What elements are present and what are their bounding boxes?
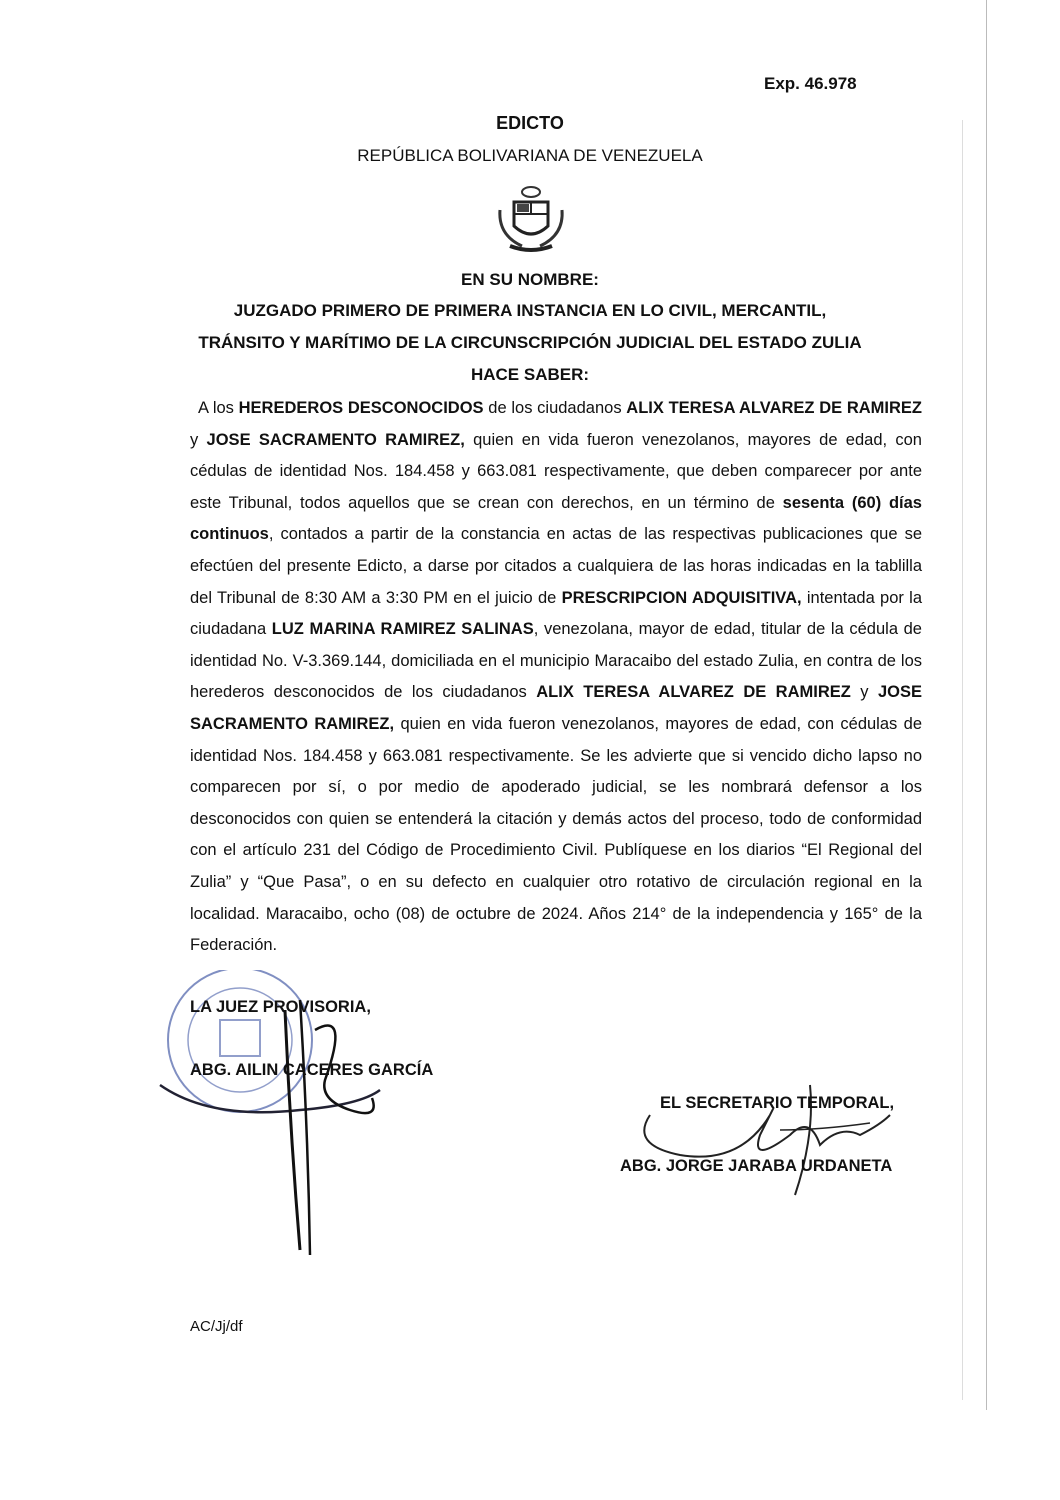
court-name-line-1: JUZGADO PRIMERO DE PRIMERA INSTANCIA EN LO CIVIL, MERCANTIL,	[233, 301, 827, 320]
edict-body	[190, 393, 922, 962]
body-text-segment: quien en vida fueron venezolanos, mayores de edad, con cédulas de identidad Nos. 184.458 y 663.081 respectivamente. Se les advierte que si vencido dicho lapso no comparecen por sí, o por medio de apoderado judicial, se les nombrará defensor a los desconocidos con quien se entenderá la citación y demás actos del proceso, todo de conformidad con el artículo 231 del Código de Procedimiento Civil. Publíquese en los diarios “El Regional del Zulia” y “Que Pasa”, o en su defecto en cualquier otro rotativo de circulación regional en la localidad. Maracaibo, ocho (08) de octubre de 2024. Años 214° de la independencia y 165° de la Federación.	[190, 714, 922, 955]
republic-heading: REPÚBLICA BOLIVARIANA DE VENEZUELA	[357, 146, 703, 165]
edict-paragraph	[190, 393, 922, 962]
body-text-segment: de los ciudadanos	[483, 399, 627, 417]
judge-name: ABG. AILIN CACERES GARCÍA	[190, 1061, 434, 1079]
body-text-segment: A los	[198, 399, 239, 417]
body-bold-segment: LUZ MARINA RAMIREZ SALINAS	[271, 620, 534, 639]
body-bold-segment: ALIX TERESA ALVAREZ DE RAMIREZ	[626, 399, 923, 417]
file-number: Exp. 46.978	[764, 74, 857, 93]
coat-of-arms-icon	[492, 180, 570, 258]
body-text-segment: quien en vida fueron venezolanos, mayores de edad, con cédulas de identidad Nos. 184.458 y 663.081 respectivamente, que deben comparecer por ante este Tribunal, todos aquellos que se crean con derechos, en un término de	[190, 430, 922, 512]
body-text-segment: y	[850, 683, 878, 702]
judge-title: LA JUEZ PROVISORIA,	[190, 998, 371, 1016]
body-text-segment: y	[190, 430, 207, 449]
footer-reference: AC/Jj/df	[190, 1318, 243, 1335]
body-bold-segment: JOSE SACRAMENTO RAMIREZ,	[190, 683, 923, 733]
body-text-segment: , contados a partir de la constancia en actas de las respectivas publicaciones que se efectúen del presente Edicto, a darse por citados a cualquiera de las horas indicadas en la tablilla del Tribunal de 8:30 AM a 3:30 PM en el juicio de	[190, 525, 922, 607]
body-text-segment: , venezolana, mayor de edad, titular de la cédula de identidad No. V-3.369.144, domiciliada en el municipio Maracaibo del estado Zulia, en contra de los herederos desconocidos de los ciudadanos	[190, 620, 922, 702]
body-bold-segment: PRESCRIPCION ADQUISITIVA,	[561, 588, 802, 607]
body-bold-segment: JOSE SACRAMENTO RAMIREZ,	[206, 430, 465, 449]
document-title: EDICTO	[496, 113, 564, 133]
hace-saber: HACE SABER:	[470, 365, 590, 384]
scan-edge-line	[986, 0, 987, 1410]
secretary-title: EL SECRETARIO TEMPORAL,	[660, 1094, 895, 1112]
court-name-line-2: TRÁNSITO Y MARÍTIMO DE LA CIRCUNSCRIPCIÓN JUDICIAL DEL ESTADO ZULIA	[198, 333, 862, 352]
body-bold-segment: HEREDEROS DESCONOCIDOS	[238, 399, 484, 417]
body-bold-segment: ALIX TERESA ALVAREZ DE RAMIREZ	[536, 683, 851, 702]
secretary-name: ABG. JORGE JARABA URDANETA	[620, 1157, 893, 1175]
body-bold-segment: sesenta (60) días continuos	[190, 493, 922, 544]
body-text-segment: intentada por la ciudadana	[190, 588, 923, 639]
en-su-nombre: EN SU NOMBRE:	[461, 270, 599, 289]
